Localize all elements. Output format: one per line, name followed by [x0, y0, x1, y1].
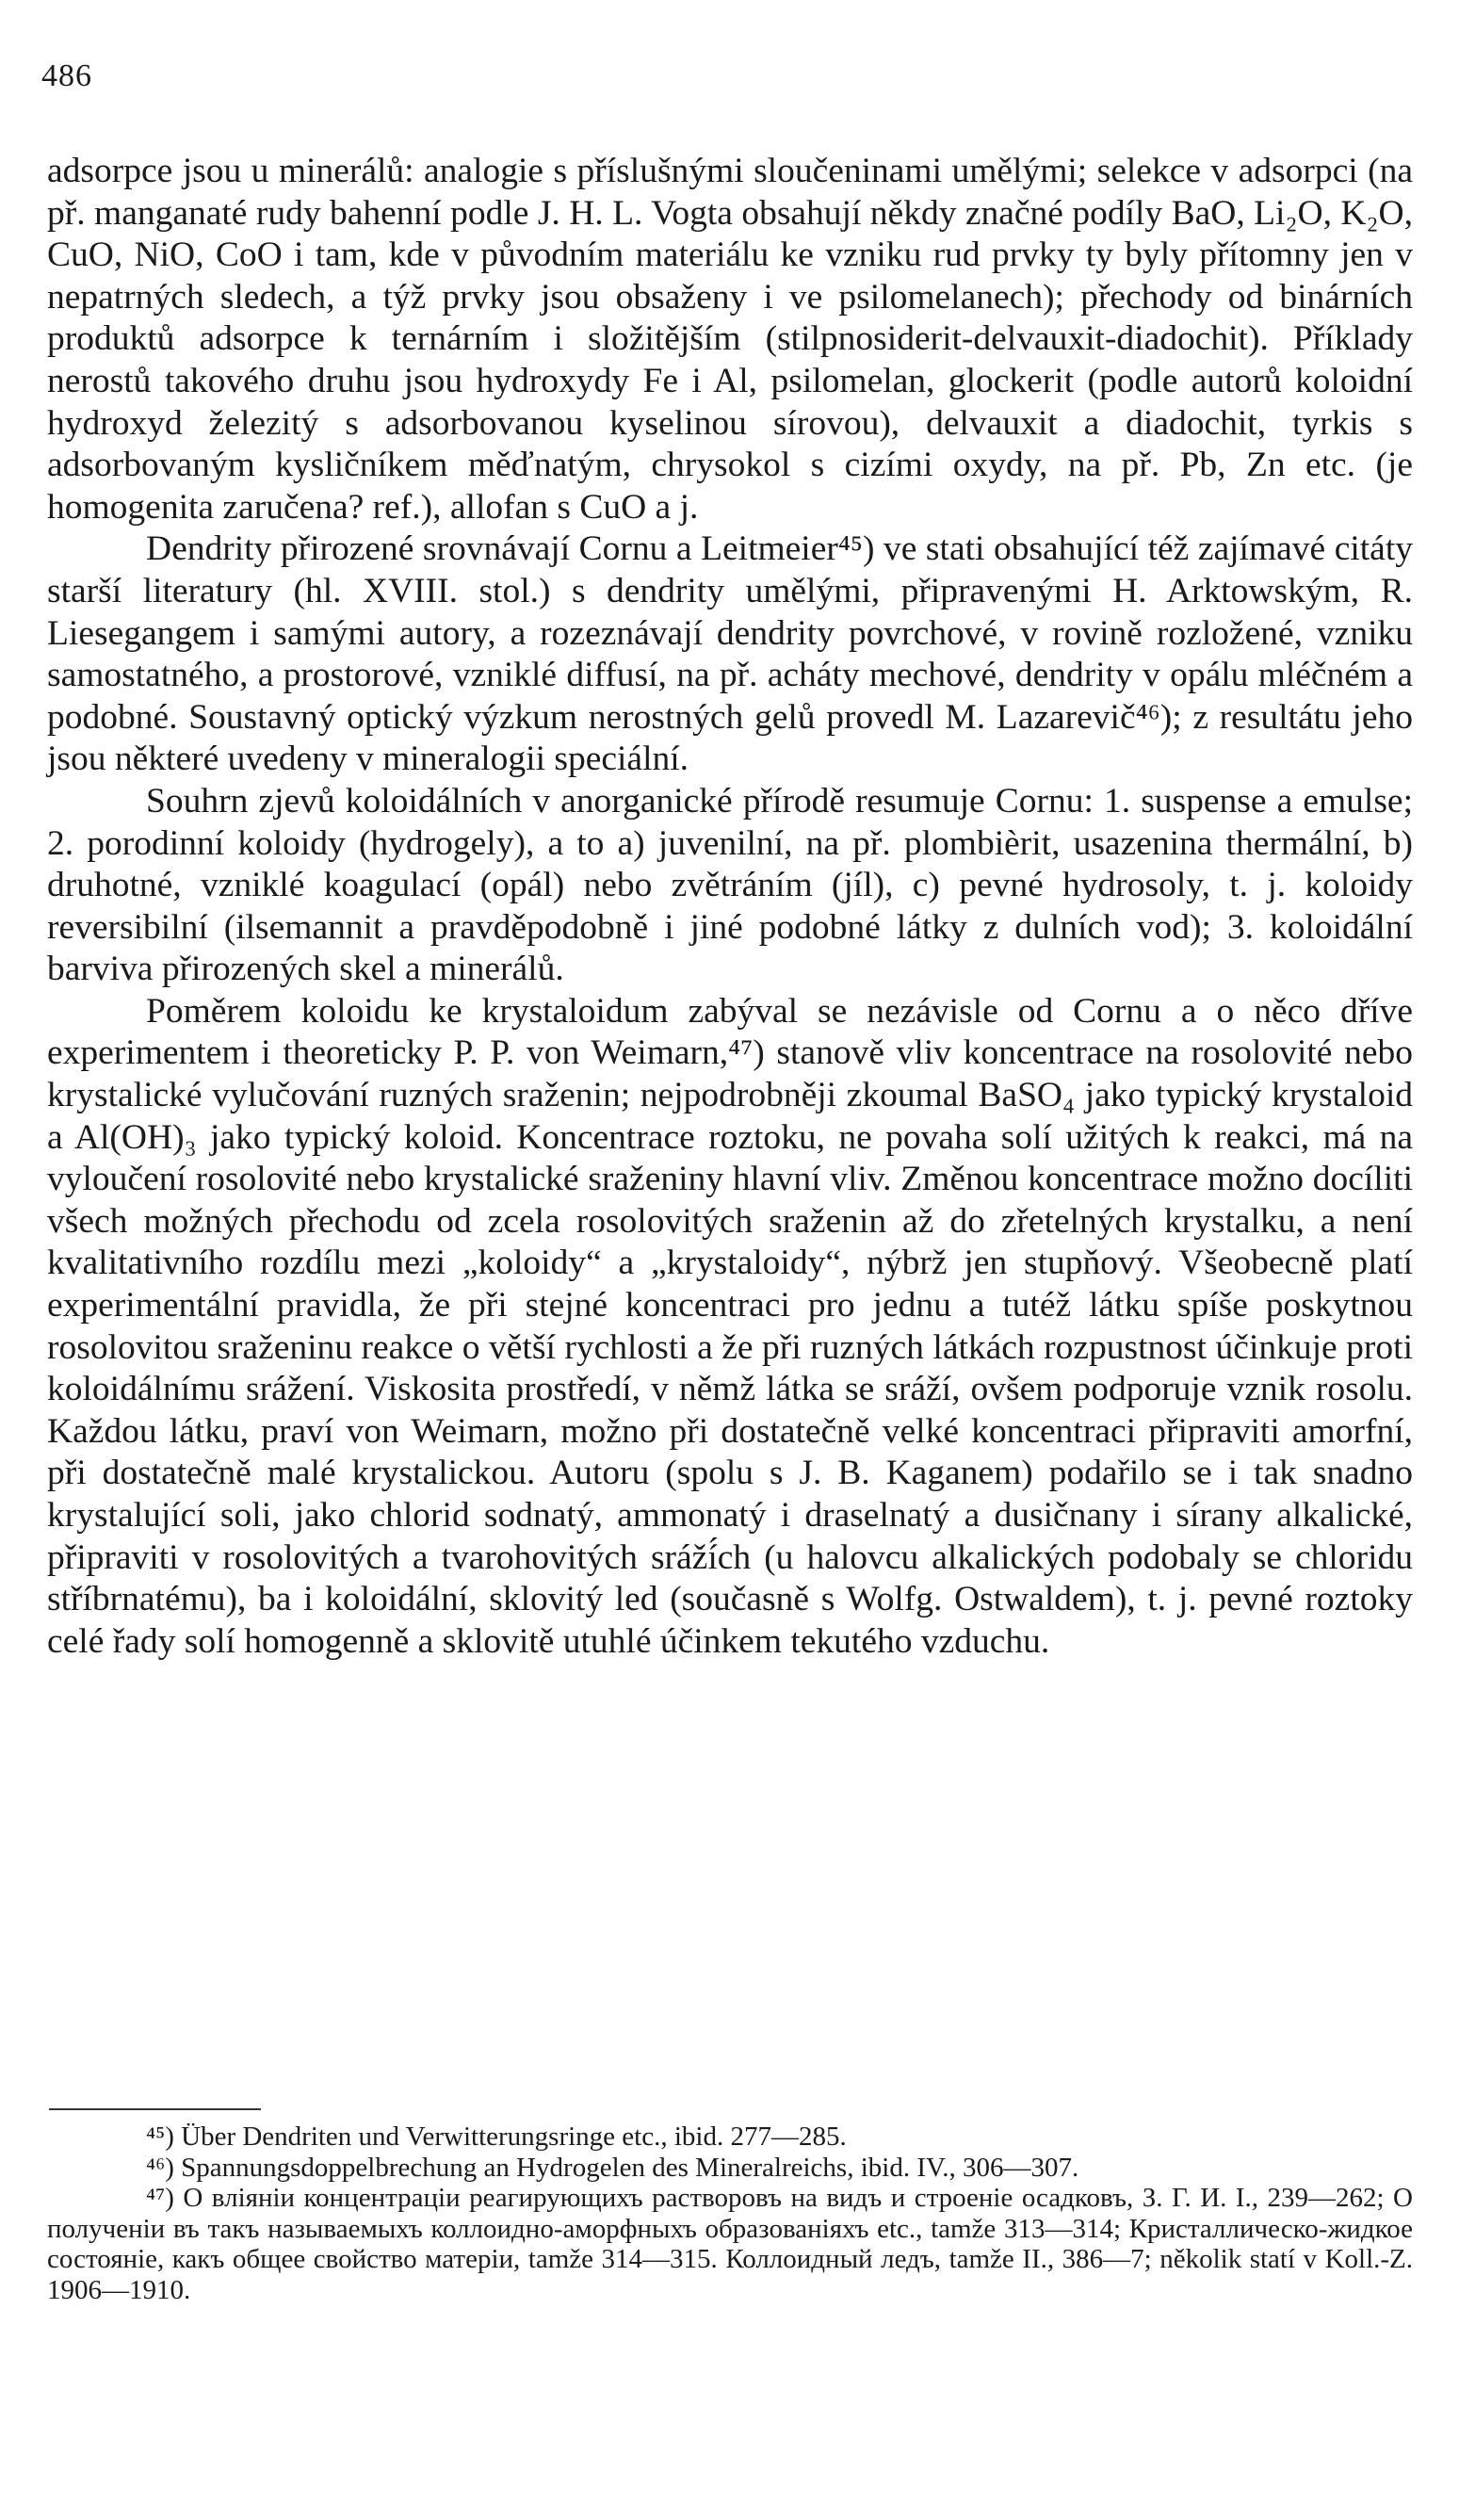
footnote-divider	[49, 2108, 261, 2110]
footnote: ⁴⁵) Über Dendriten und Verwitterungsringe etc., ibid. 277—285.	[146, 2122, 847, 2152]
paragraph: Souhrn zjevů koloidálních v anorganické přírodě resumuje Cornu: 1. suspense a emulse; 2. porodinní koloidy (hydrogely), a to a) juvenilní, na př. plombièrit, usazenina thermální, b) druhotné, vzniklé koagulací (opál) nebo zvětráním (jíl), c) pevné hydrosoly, t. j. koloidy reversibilní (ilsemannit a pravděpodobně i jiné podobné látky z dulních vod); 3. koloidální barviva přirozených skel a minerálů.	[47, 781, 1413, 989]
page-number: 486	[41, 58, 92, 93]
paragraph: adsorpce jsou u minerálů: analogie s příslušnými sloučeninami umělými; selekce v adsorpci (na př. manganaté rudy bahenní podle J. H. L. Vogta obsahují někdy značné podíly BaO, Li₂O, K₂O, CuO, NiO, CoO i tam, kde v původním materiálu ke vzniku rud prvky ty byly přítomny jen v nepatrných sledech, a týž prvky jsou obsaženy i ve psilomelanech); přechody od binárních produktů adsorpce k ternárním i složitějším (stilpnosiderit-delvauxit-diadochit). Příklady nerostů takového druhu jsou hydroxydy Fe i Al, psilomelan, glockerit (podle autorů koloidní hydroxyd železitý s adsorbovanou kyselinou sírovou), delvauxit a diadochit, tyrkis s adsorbovaným kysličníkem měďnatým, chrysokol s cizími oxydy, na př. Pb, Zn etc. (je homogenita zaručena? ref.), allofan s CuO a j.	[47, 152, 1413, 527]
footnotes	[47, 2122, 1413, 2306]
paragraph: Dendrity přirozené srovnávají Cornu a Leitmeier⁴⁵) ve stati obsahující též zajímavé citáty starší literatury (hl. XVIII. stol.) s dendrity umělými, připravenými H. Arktowským, R. Liesegangem i samými autory, a rozeznávají dendrity povrchové, v rovině rozložené, vzniku samostatného, a prostorové, vzniklé diffusí, na př. acháty mechové, dendrity v opálu mléčném a podobné. Soustavný optický výzkum nerostných gelů provedl M. Lazarevič⁴⁶); z resultátu jeho jsou některé uvedeny v mineralogii speciální.	[47, 529, 1413, 779]
footnote: ⁴⁷) О вліяніи концентраціи реагирующихъ растворовъ на видъ и строеніе осадковъ, З. Г. И. I., 239—262; О полученіи въ такъ называемыхъ коллоидно-аморфныхъ образованіяхъ etc., tamže 313—314; Кристаллическо-жидкое состояніе, какъ общее свойство матеріи, tamže 314—315. Коллоидный ледъ, tamže II., 386—7; několik statí v Koll.-Z. 1906—1910.	[47, 2183, 1413, 2305]
main-text	[47, 151, 1413, 1663]
footnote: ⁴⁶) Spannungsdoppelbrechung an Hydrogelen des Mineralreichs, ibid. IV., 306—307.	[146, 2152, 1079, 2183]
paragraph: Poměrem koloidu ke krystaloidum zabýval se nezávisle od Cornu a o něco dříve experimentem i theoreticky P. P. von Weimarn,⁴⁷) stanově vliv koncentrace na rosolovité nebo krystalické vylučování ruzných sraženin; nejpodrobněji zkoumal BaSO₄ jako typický krystaloid a Al(OH)₃ jako typický koloid. Koncentrace roztoku, ne povaha solí užitých k reakci, má na vyloučení rosolovité nebo krystalické sraženiny hlavní vliv. Změnou koncentrace možno docíliti všech možných přechodu od zcela rosolovitých sraženin až do zřetelných krystalku, a není kvalitativního rozdílu mezi „koloidy“ a „krystaloidy“, nýbrž jen stupňový. Všeobecně platí experimentální pravidla, že při stejné koncentraci pro jednu a tutéž látku spíše poskytnou rosolovitou sraženinu reakce o větší rychlosti a že při ruzných látkách rozpustnost účinkuje proti koloidálnímu srážení. Viskosita prostředí, v němž látka se sráží, ovšem podporuje vznik rosolu. Každou látku, praví von Weimarn, možno při dostatečně velké koncentraci připraviti amorfní, při dostatečně malé krystalickou. Autoru (spolu s J. B. Kaganem) podařilo se i tak snadno krystalující soli, jako chlorid sodnatý, ammonatý i draselnatý a dusičnany i sírany alkalické, připraviti v rosolovitých a tvarohovitých sráží́ch (u halovcu alkalických podobaly se chloridu stříbrnatému), ba i koloidální, sklovitý led (současně s Wolfg. Ostwaldem), t. j. pevné roztoky celé řady solí homogenně a sklovitě utuhlé účinkem tekutého vzduchu.	[47, 991, 1413, 1661]
